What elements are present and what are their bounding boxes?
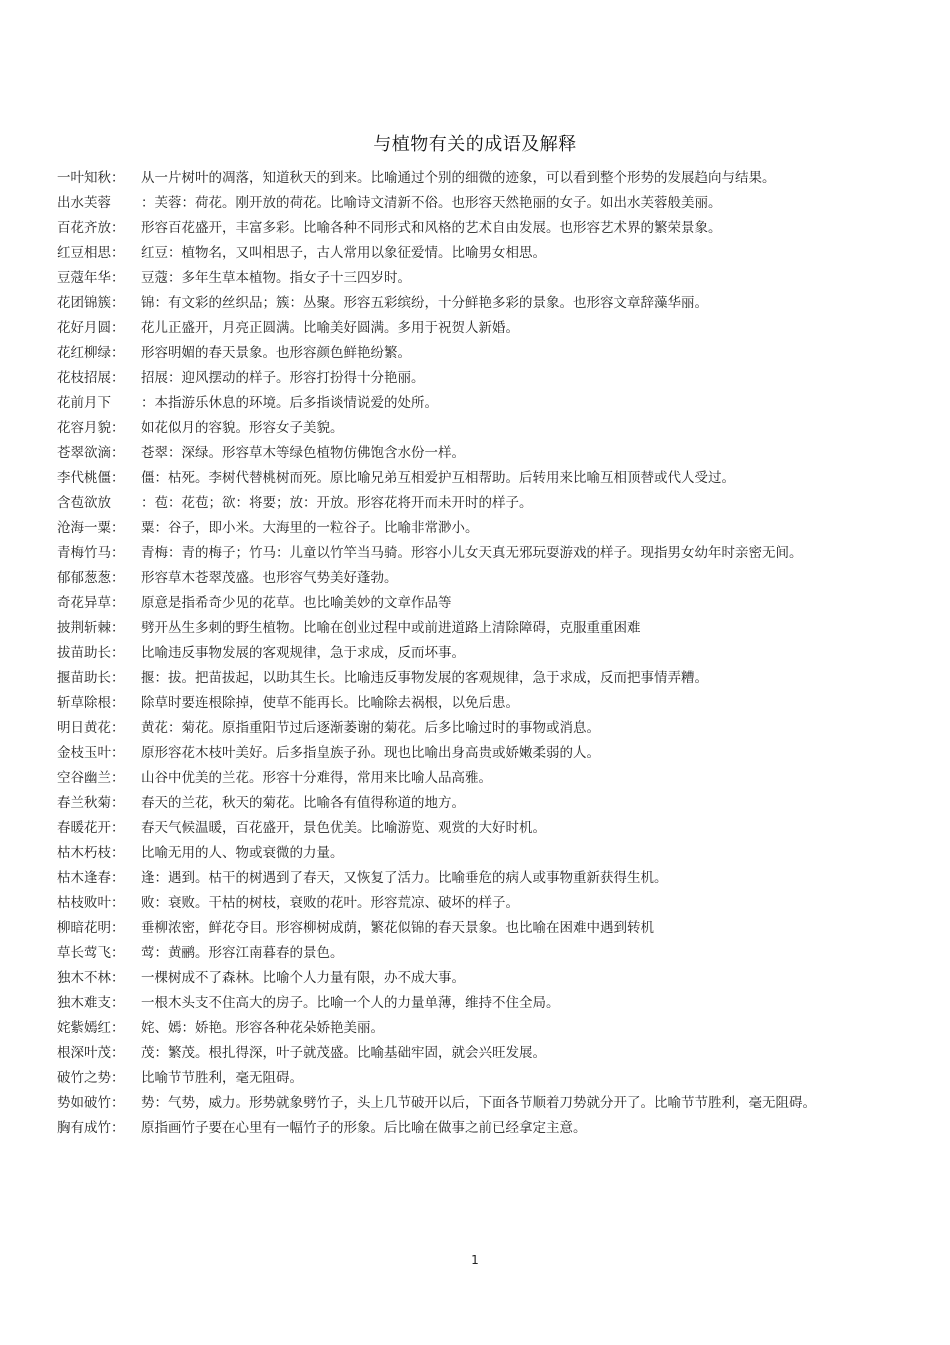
idiom-definition: 莺：黄鹂。形容江南暮春的景色。 (141, 945, 344, 961)
idiom-entry (57, 316, 827, 341)
idiom-entry (57, 241, 827, 266)
idiom-definition: 比喻违反事物发展的客观规律，急于求成，反而坏事。 (141, 645, 465, 661)
idiom-definition: 招展：迎风摆动的样子。形容打扮得十分艳丽。 (141, 370, 425, 386)
idiom-term: 草长莺飞： (57, 945, 125, 961)
idiom-entry (57, 416, 827, 441)
idiom-term: 拔苗助长： (57, 645, 125, 661)
idiom-definition: 原意是指希奇少见的花草。也比喻美妙的文章作品等 (141, 595, 452, 611)
idiom-entry (57, 441, 827, 466)
idiom-definition: 姹、嫣：娇艳。形容各种花朵娇艳美丽。 (141, 1020, 384, 1036)
idiom-entry (57, 1091, 827, 1116)
idiom-term: 枯木逢春： (57, 870, 125, 886)
idiom-term: 揠苗助长： (57, 670, 125, 686)
idiom-definition: ：本指游乐休息的环境。后多指谈情说爱的处所。 (141, 395, 438, 411)
page-number: 1 (471, 1253, 479, 1267)
idiom-term: 姹紫嫣红： (57, 1020, 125, 1036)
idiom-definition: 垂柳浓密，鲜花夺目。形容柳树成荫，繁花似锦的春天景象。也比喻在困难中遇到转机 (141, 920, 654, 936)
idiom-definition: 僵：枯死。李树代替桃树而死。原比喻兄弟互相爱护互相帮助。后转用来比喻互相顶替或代人受过。 (141, 470, 735, 486)
idiom-definition: 山谷中优美的兰花。形容十分难得，常用来比喻人品高雅。 (141, 770, 492, 786)
idiom-entry (57, 641, 827, 666)
idiom-entry (57, 916, 827, 941)
idiom-definition: 红豆：植物名，又叫相思子，古人常用以象征爱情。比喻男女相思。 (141, 245, 546, 261)
idiom-term: 花容月貌： (57, 420, 125, 436)
idiom-definition: 青梅：青的梅子；竹马：儿童以竹竿当马骑。形容小儿女天真无邪玩耍游戏的样子。现指男女幼年时亲密无间。 (141, 545, 803, 561)
idiom-definition: 原形容花木枝叶美好。后多指皇族子孙。现也比喻出身高贵或娇嫩柔弱的人。 (141, 745, 600, 761)
idiom-term: 花枝招展： (57, 370, 125, 386)
idiom-entry (57, 741, 827, 766)
idiom-definition: 春天的兰花，秋天的菊花。比喻各有值得称道的地方。 (141, 795, 465, 811)
idiom-term: 花前月下 (57, 395, 111, 411)
idiom-definition: 除草时要连根除掉，使草不能再长。比喻除去祸根，以免后患。 (141, 695, 519, 711)
idiom-entry (57, 366, 827, 391)
idiom-definition: 从一片树叶的凋落，知道秋天的到来。比喻通过个别的细微的迹象，可以看到整个形势的发展趋向与结果。 (141, 170, 776, 186)
idiom-term: 郁郁葱葱： (57, 570, 125, 586)
idiom-definition: 揠：拔。把苗拔起，以助其生长。比喻违反事物发展的客观规律，急于求成，反而把事情弄糟。 (141, 670, 708, 686)
idiom-term: 花红柳绿： (57, 345, 125, 361)
idiom-entry (57, 766, 827, 791)
idiom-entry (57, 816, 827, 841)
idiom-definition: 形容明媚的春天景象。也形容颜色鲜艳纷繁。 (141, 345, 411, 361)
idiom-term: 根深叶茂： (57, 1045, 125, 1061)
idiom-term: 花团锦簇： (57, 295, 125, 311)
idiom-term: 独木不林： (57, 970, 125, 986)
idiom-term: 枯木朽枝： (57, 845, 125, 861)
idiom-term: 奇花异草： (57, 595, 125, 611)
idiom-entry (57, 291, 827, 316)
idiom-term: 百花齐放： (57, 220, 125, 236)
idiom-term: 苍翠欲滴： (57, 445, 125, 461)
idiom-term: 出水芙蓉 (57, 195, 111, 211)
idiom-definition: 黄花：菊花。原指重阳节过后逐渐萎谢的菊花。后多比喻过时的事物或消息。 (141, 720, 600, 736)
idiom-entry (57, 491, 827, 516)
idiom-term: 春暖花开： (57, 820, 125, 836)
idiom-entry (57, 1116, 827, 1141)
idiom-definition: 花儿正盛开，月亮正圆满。比喻美好圆满。多用于祝贺人新婚。 (141, 320, 519, 336)
idiom-entry (57, 566, 827, 591)
idiom-entry (57, 1041, 827, 1066)
idiom-term: 明日黄花： (57, 720, 125, 736)
idiom-entry (57, 266, 827, 291)
idiom-definition: 粟：谷子，即小米。大海里的一粒谷子。比喻非常渺小。 (141, 520, 479, 536)
idiom-term: 破竹之势： (57, 1070, 125, 1086)
idiom-entry (57, 516, 827, 541)
page-title: 与植物有关的成语及解释 (373, 134, 577, 155)
idiom-entry (57, 666, 827, 691)
idiom-entry (57, 391, 827, 416)
idiom-term: 青梅竹马： (57, 545, 125, 561)
idiom-term: 金枝玉叶： (57, 745, 125, 761)
idiom-definition: 豆蔻：多年生草本植物。指女子十三四岁时。 (141, 270, 411, 286)
idiom-entry (57, 691, 827, 716)
idiom-term: 沧海一粟： (57, 520, 125, 536)
idiom-entry (57, 1066, 827, 1091)
idiom-definition: ：芙蓉：荷花。刚开放的荷花。比喻诗文清新不俗。也形容天然艳丽的女子。如出水芙蓉般美丽。 (141, 195, 722, 211)
idiom-entry (57, 616, 827, 641)
idiom-term: 空谷幽兰： (57, 770, 125, 786)
idiom-entry (57, 541, 827, 566)
idiom-entry (57, 216, 827, 241)
idiom-entry (57, 591, 827, 616)
idiom-definition: 形容草木苍翠茂盛。也形容气势美好蓬勃。 (141, 570, 398, 586)
idiom-entry (57, 166, 827, 191)
idiom-term: 斩草除根： (57, 695, 125, 711)
idiom-term: 豆蔻年华： (57, 270, 125, 286)
idiom-term: 含苞欲放 (57, 495, 111, 511)
idiom-definition: 如花似月的容貌。形容女子美貌。 (141, 420, 344, 436)
idiom-definition: 一根木头支不住高大的房子。比喻一个人的力量单薄，维持不住全局。 (141, 995, 560, 1011)
idiom-definition: 苍翠：深绿。形容草木等绿色植物仿佛饱含水份一样。 (141, 445, 465, 461)
idiom-list (57, 166, 827, 1141)
idiom-term: 枯枝败叶： (57, 895, 125, 911)
idiom-entry (57, 891, 827, 916)
idiom-definition: 比喻节节胜利，毫无阻碍。 (141, 1070, 303, 1086)
idiom-entry (57, 791, 827, 816)
idiom-entry (57, 191, 827, 216)
idiom-definition: 势：气势，威力。形势就象劈竹子，头上几节破开以后，下面各节顺着刀势就分开了。比喻节节胜利，毫无阻碍。 (141, 1095, 816, 1111)
idiom-term: 红豆相思： (57, 245, 125, 261)
idiom-definition: 形容百花盛开，丰富多彩。比喻各种不同形式和风格的艺术自由发展。也形容艺术界的繁荣景象。 (141, 220, 722, 236)
idiom-term: 春兰秋菊： (57, 795, 125, 811)
idiom-definition: 比喻无用的人、物或衰微的力量。 (141, 845, 344, 861)
idiom-term: 一叶知秋： (57, 170, 125, 186)
idiom-term: 独木难支： (57, 995, 125, 1011)
idiom-term: 李代桃僵： (57, 470, 125, 486)
idiom-definition: 茂：繁茂。根扎得深，叶子就茂盛。比喻基础牢固，就会兴旺发展。 (141, 1045, 546, 1061)
idiom-term: 花好月圆： (57, 320, 125, 336)
idiom-definition: 一棵树成不了森林。比喻个人力量有限，办不成大事。 (141, 970, 465, 986)
idiom-definition: 劈开丛生多刺的野生植物。比喻在创业过程中或前进道路上清除障碍，克服重重困难 (141, 620, 641, 636)
idiom-term: 柳暗花明： (57, 920, 125, 936)
idiom-term: 势如破竹： (57, 1095, 125, 1111)
idiom-entry (57, 341, 827, 366)
idiom-definition: ：苞：花苞；欲：将要；放：开放。形容花将开而未开时的样子。 (141, 495, 533, 511)
idiom-entry (57, 866, 827, 891)
idiom-term: 胸有成竹： (57, 1120, 125, 1136)
idiom-definition: 逢：遇到。枯干的树遇到了春天，又恢复了活力。比喻垂危的病人或事物重新获得生机。 (141, 870, 668, 886)
idiom-entry (57, 941, 827, 966)
idiom-entry (57, 991, 827, 1016)
idiom-definition: 败：衰败。干枯的树枝，衰败的花叶。形容荒凉、破坏的样子。 (141, 895, 519, 911)
idiom-entry (57, 1016, 827, 1041)
idiom-definition: 锦：有文彩的丝织品；簇：丛聚。形容五彩缤纷，十分鲜艳多彩的景象。也形容文章辞藻华丽。 (141, 295, 708, 311)
idiom-entry (57, 466, 827, 491)
idiom-definition: 原指画竹子要在心里有一幅竹子的形象。后比喻在做事之前已经拿定主意。 (141, 1120, 587, 1136)
idiom-entry (57, 716, 827, 741)
idiom-term: 披荆斩棘： (57, 620, 125, 636)
idiom-entry (57, 966, 827, 991)
idiom-entry (57, 841, 827, 866)
idiom-definition: 春天气候温暖，百花盛开，景色优美。比喻游览、观赏的大好时机。 (141, 820, 546, 836)
